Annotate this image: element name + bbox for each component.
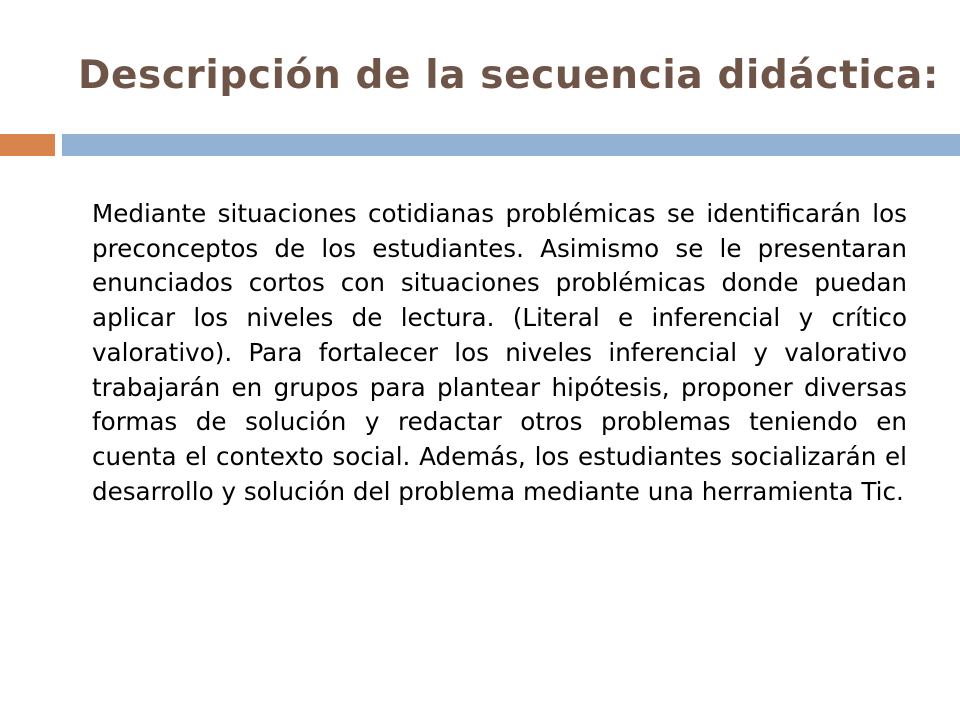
accent-bar-left	[0, 134, 55, 156]
slide-title: Descripción de la secuencia didáctica:	[78, 53, 940, 98]
slide-body-text: Mediante situaciones cotidianas problémicas se identificarán los preconceptos de los estudiantes. Asimismo se le presentaran enunciados cortos con situaciones problémicas donde puedan aplicar los niveles de lectura. (Literal e inferencial y crítico valorativo). Para fortalecer los niveles inferencial y valorativo trabajarán en grupos para plantear hipótesis, proponer diversas formas de solución y redactar otros problemas teniendo en cuenta el contexto social. Además, los estudiantes socializarán el desarrollo y solución del problema mediante una herramienta Tic.	[92, 199, 907, 506]
accent-bar-right	[62, 134, 960, 156]
